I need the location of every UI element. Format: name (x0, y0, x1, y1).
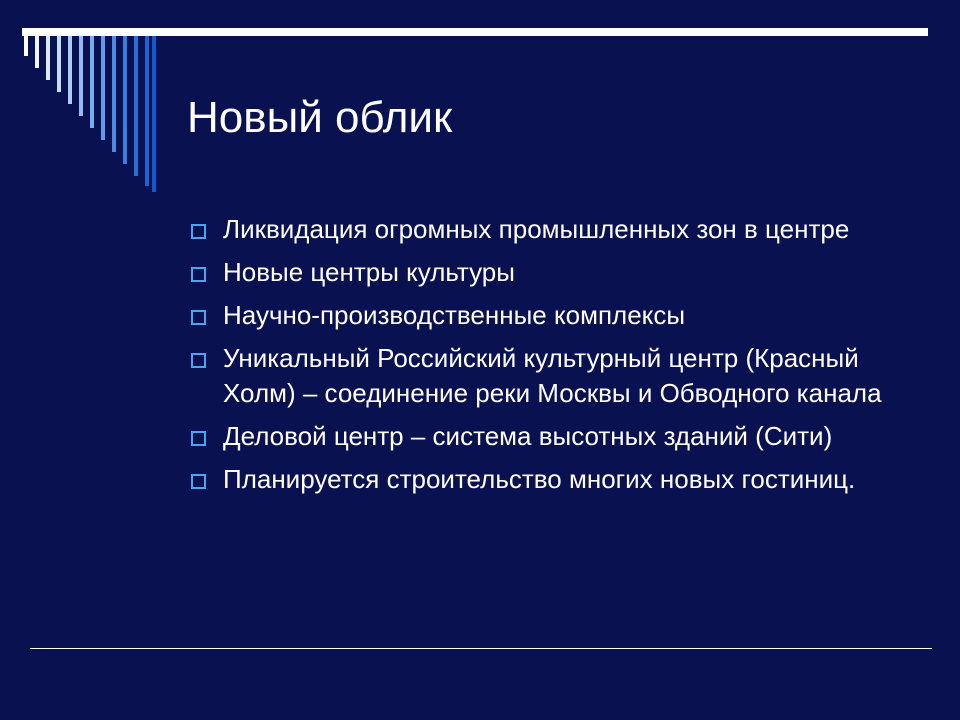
hollow-square-icon (191, 474, 206, 489)
list-item (187, 462, 917, 497)
hollow-square-icon (191, 353, 206, 368)
bullet-list (187, 212, 917, 505)
bullet-text: Планируется строительство многих новых гостиниц. (223, 464, 856, 494)
top-horizontal-rule (22, 28, 928, 36)
hollow-square-icon (191, 267, 206, 282)
bottom-horizontal-rule (30, 648, 932, 649)
bullet-text: Ликвидация огромных промышленных зон в центре (223, 214, 850, 244)
list-item (187, 212, 917, 247)
slide-title: Новый облик (187, 93, 453, 142)
decorative-stripes-icon (24, 36, 164, 196)
bullet-text: Деловой центр – система высотных зданий (Сити) (223, 421, 833, 451)
hollow-square-icon (191, 224, 206, 239)
bullet-text: Уникальный Российский культурный центр (Красный Холм) – соединение реки Москвы и Обводного канала (223, 343, 882, 408)
list-item (187, 419, 917, 454)
bullet-text: Новые центры культуры (223, 257, 515, 287)
bullet-text: Научно-производственные комплексы (223, 300, 686, 330)
hollow-square-icon (191, 431, 206, 446)
list-item (187, 298, 917, 333)
hollow-square-icon (191, 310, 206, 325)
list-item (187, 341, 917, 411)
list-item (187, 255, 917, 290)
